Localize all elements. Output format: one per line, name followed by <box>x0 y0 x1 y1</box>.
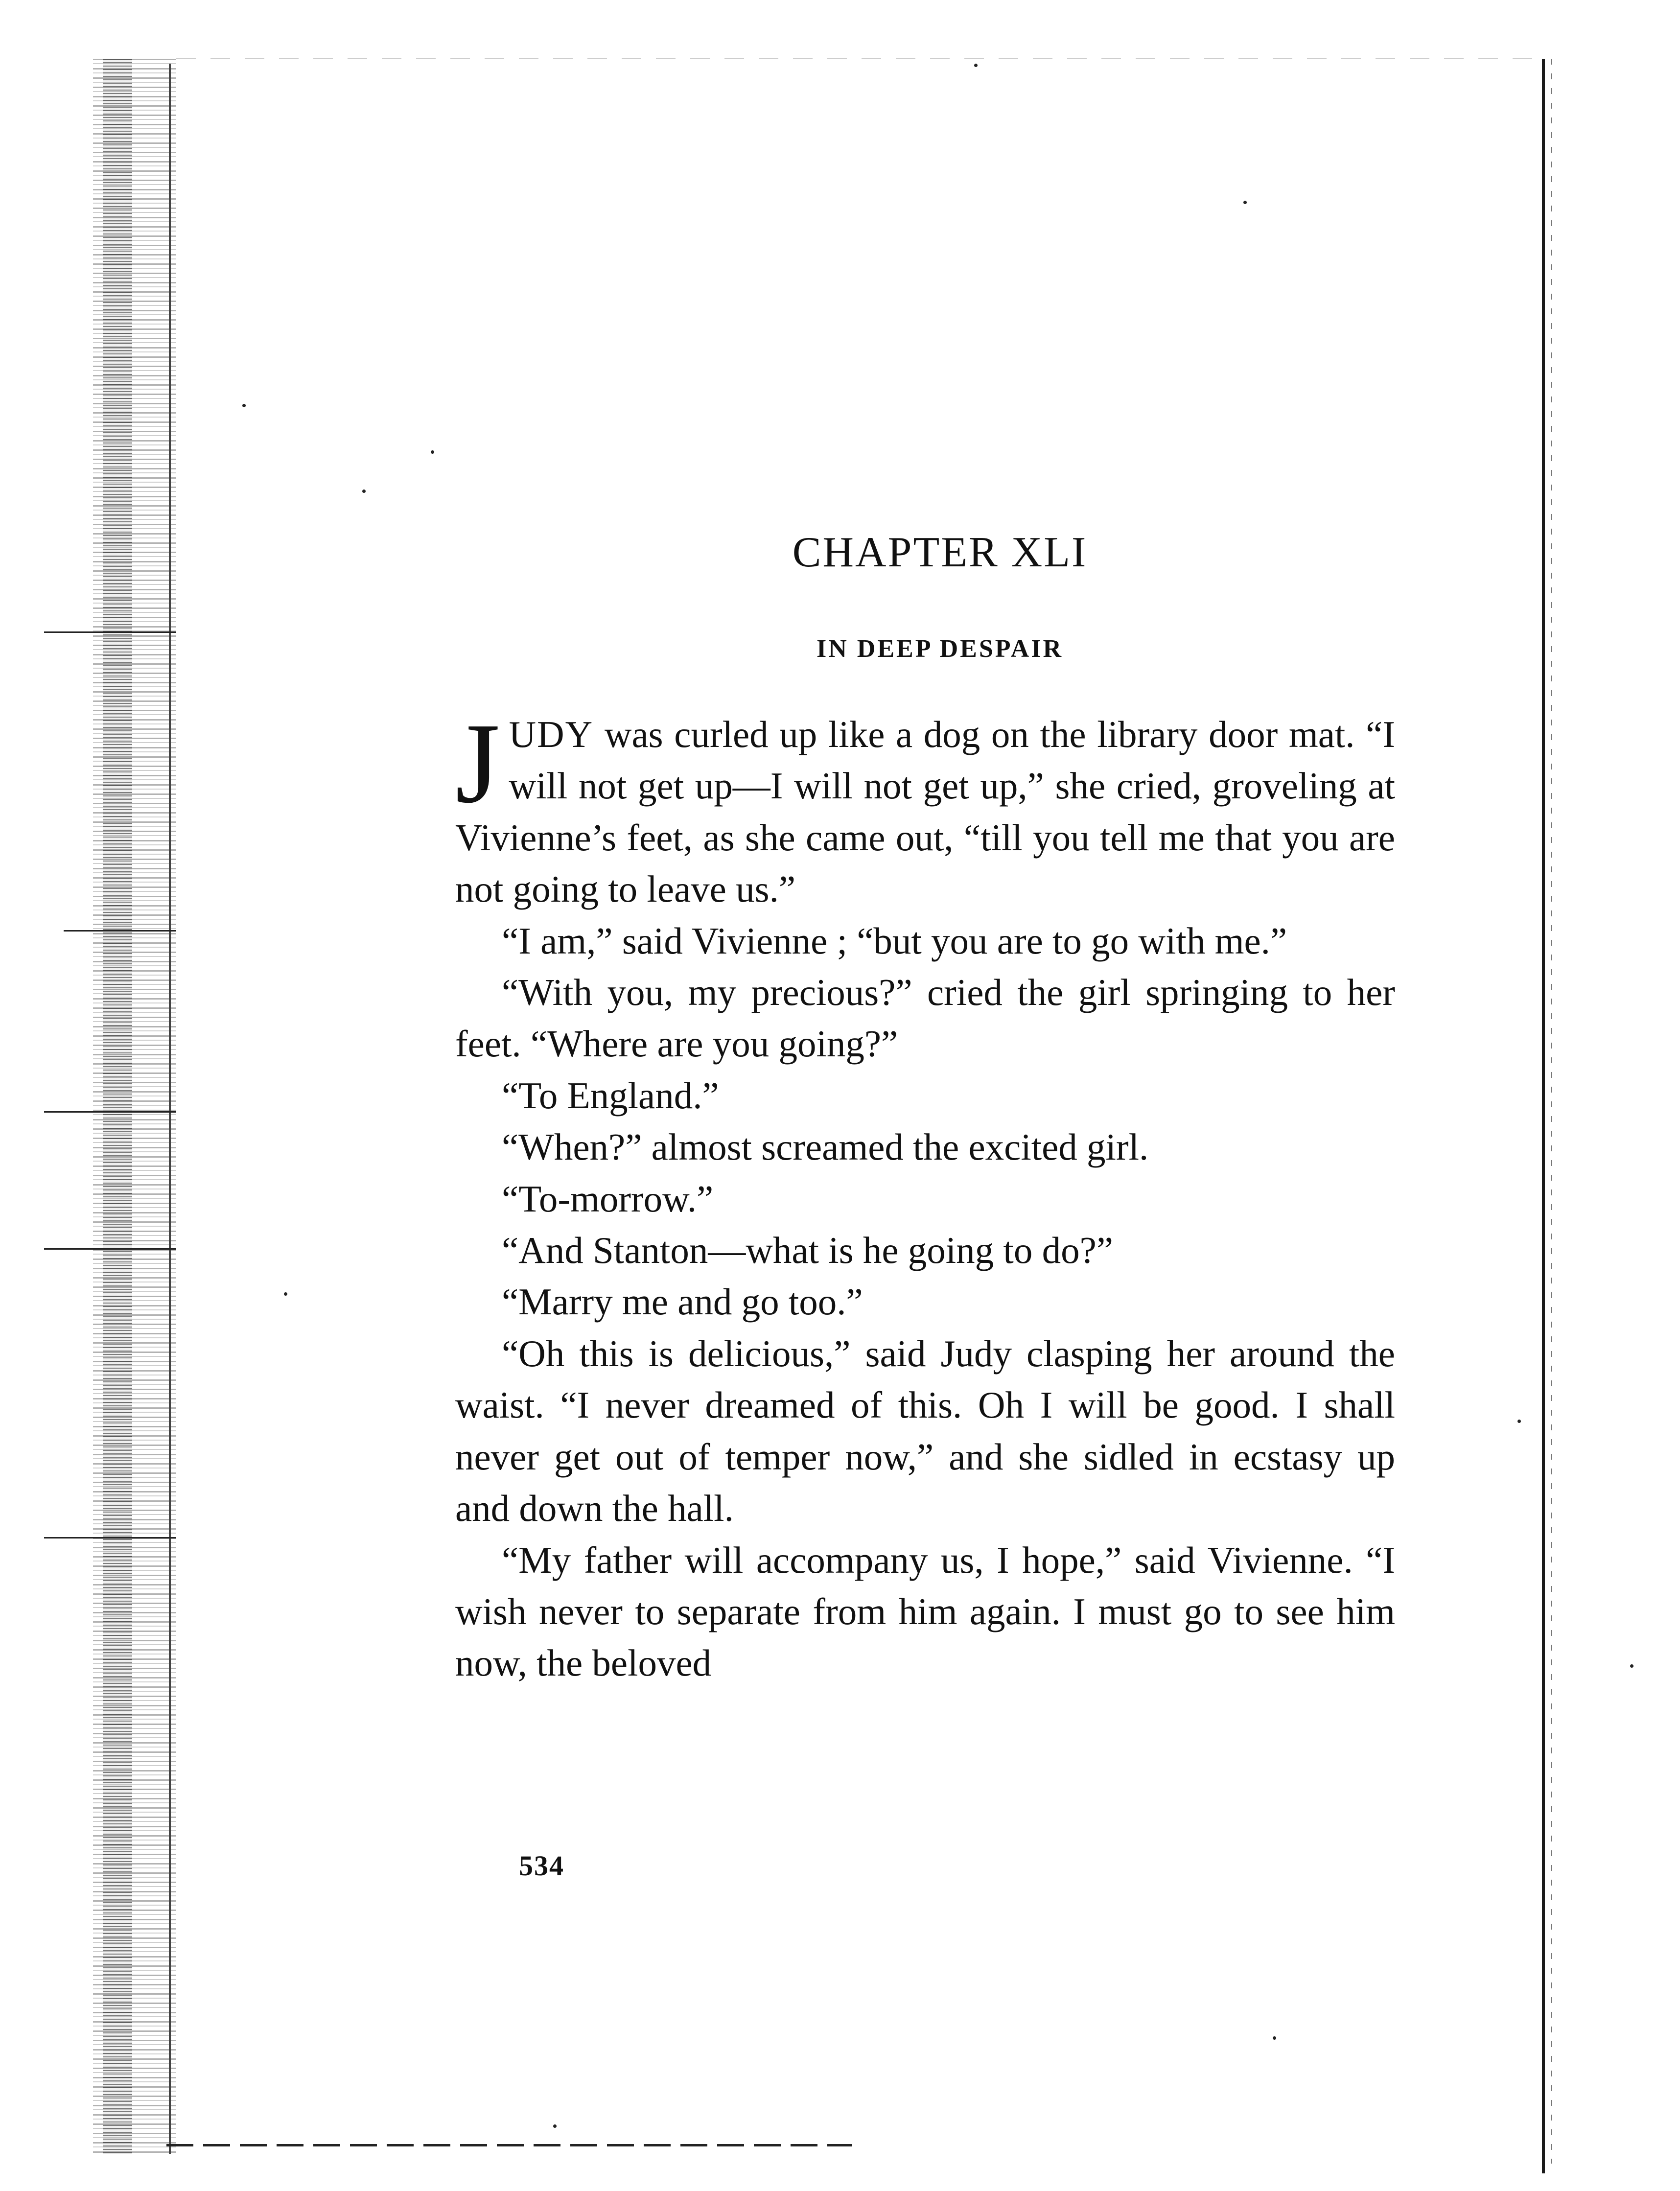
scan-speck <box>362 489 366 493</box>
paragraph: “Oh this is delicious,” said Judy clasping her around the waist. “I never dreamed of this. Oh I will be good. I shall never get out of temper now,” and she sidled in ecstasy up and down the hall. <box>455 1332 1395 1530</box>
scan-speck <box>553 2124 557 2128</box>
scan-speck <box>242 404 246 407</box>
paragraph: “I am,” said Vivienne ; “but you are to go with me.” <box>502 919 1287 962</box>
scan-speck <box>284 1292 287 1296</box>
paragraph: “My father will accompany us, I hope,” said Vivienne. “I wish never to separate from him again. I must go to see him now, the beloved <box>455 1538 1395 1684</box>
page-bottom-border <box>166 2144 852 2146</box>
chapter-subtitle: IN DEEP DESPAIR <box>816 635 1063 663</box>
scan-speck <box>1273 2036 1276 2040</box>
page-top-border <box>176 58 1537 59</box>
edge-mark <box>44 1111 176 1113</box>
scan-speck <box>974 64 978 67</box>
chapter-title: CHAPTER XLI <box>792 529 1088 576</box>
paragraph: “To England.” <box>502 1074 719 1117</box>
page-left-border <box>169 64 171 2154</box>
page-right-border <box>1542 59 1545 2173</box>
edge-mark <box>44 1537 176 1538</box>
paragraph-text: was curled up like a dog on the library door mat. “I will not get up—I will not get up,” she cried, groveling at Vivienne’s feet, as she came out, “till you tell me that you are not going to leave us.” <box>455 713 1395 910</box>
paragraph: “With you, my precious?” cried the girl springing to her feet. “Where are you going?” <box>455 971 1395 1065</box>
edge-mark <box>44 1248 176 1250</box>
chapter-body <box>455 699 1395 1689</box>
paragraph: “When?” almost screamed the excited girl. <box>502 1126 1149 1168</box>
book-spine-shadow <box>103 59 132 2154</box>
page-right-border-faint <box>1551 59 1552 2164</box>
page-number: 534 <box>519 1850 564 1882</box>
paragraph: “Marry me and go too.” <box>502 1281 863 1323</box>
scan-speck <box>1630 1664 1633 1668</box>
edge-mark <box>44 631 176 633</box>
paragraph: “And Stanton—what is he going to do?” <box>502 1229 1113 1272</box>
scan-speck <box>1517 1420 1521 1423</box>
paragraph-opening <box>455 699 1395 915</box>
edge-mark <box>64 930 176 932</box>
paragraph: “To-morrow.” <box>502 1177 714 1220</box>
scan-speck <box>1243 201 1247 204</box>
opening-word: UDY <box>509 713 594 755</box>
drop-cap: J <box>455 699 500 827</box>
scan-speck <box>431 450 434 454</box>
